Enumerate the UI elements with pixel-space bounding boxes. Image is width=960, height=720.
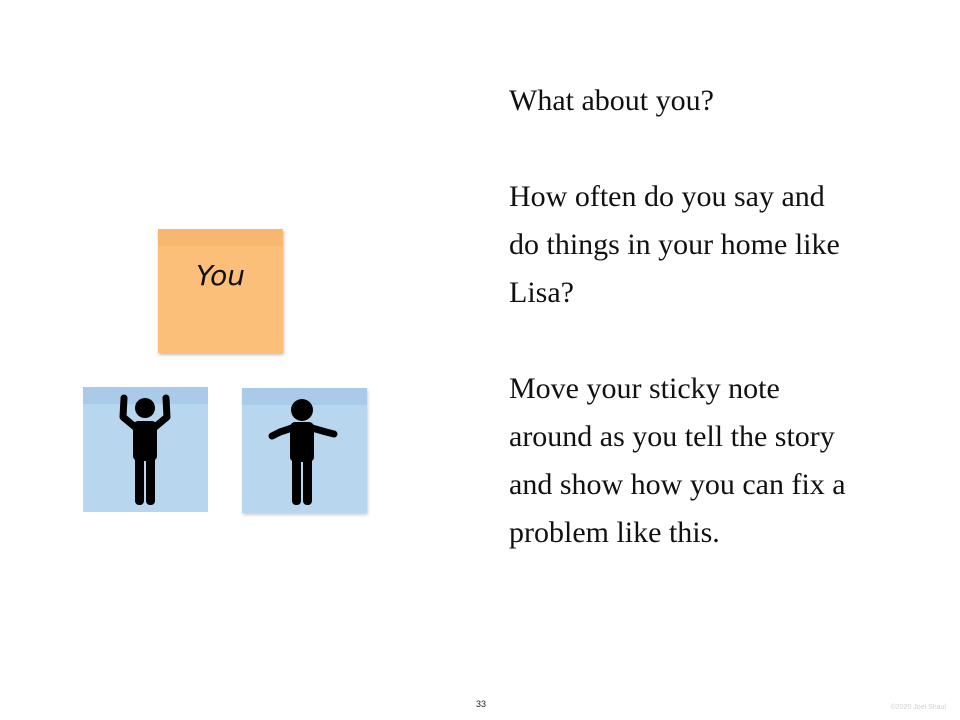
instruction-line: around as you tell the story <box>509 420 835 453</box>
instruction-line: problem like this. <box>509 516 720 549</box>
paragraph-gap <box>509 317 949 365</box>
instruction-line: Move your sticky note <box>509 372 780 405</box>
sticky-note-label: You <box>196 259 245 292</box>
question-line: How often do you say and <box>509 180 825 213</box>
prompt-text <box>509 77 949 557</box>
paragraph-gap <box>509 125 949 173</box>
question-what-about-you: What about you? <box>509 84 714 117</box>
page-number: 33 <box>475 699 486 709</box>
person-arms-raised-icon <box>83 387 208 512</box>
instruction-line: and show how you can fix a <box>509 468 846 501</box>
person-shrugging-icon <box>242 388 367 513</box>
question-line: do things in your home like <box>509 228 840 261</box>
arms-raised-card <box>83 387 208 512</box>
copyright-notice: ©2020 Joel Shaul <box>890 704 946 711</box>
question-line: Lisa? <box>509 276 574 309</box>
sticky-note-top-band <box>158 229 283 246</box>
you-sticky-note[interactable] <box>158 229 283 353</box>
shrugging-card <box>242 388 367 513</box>
